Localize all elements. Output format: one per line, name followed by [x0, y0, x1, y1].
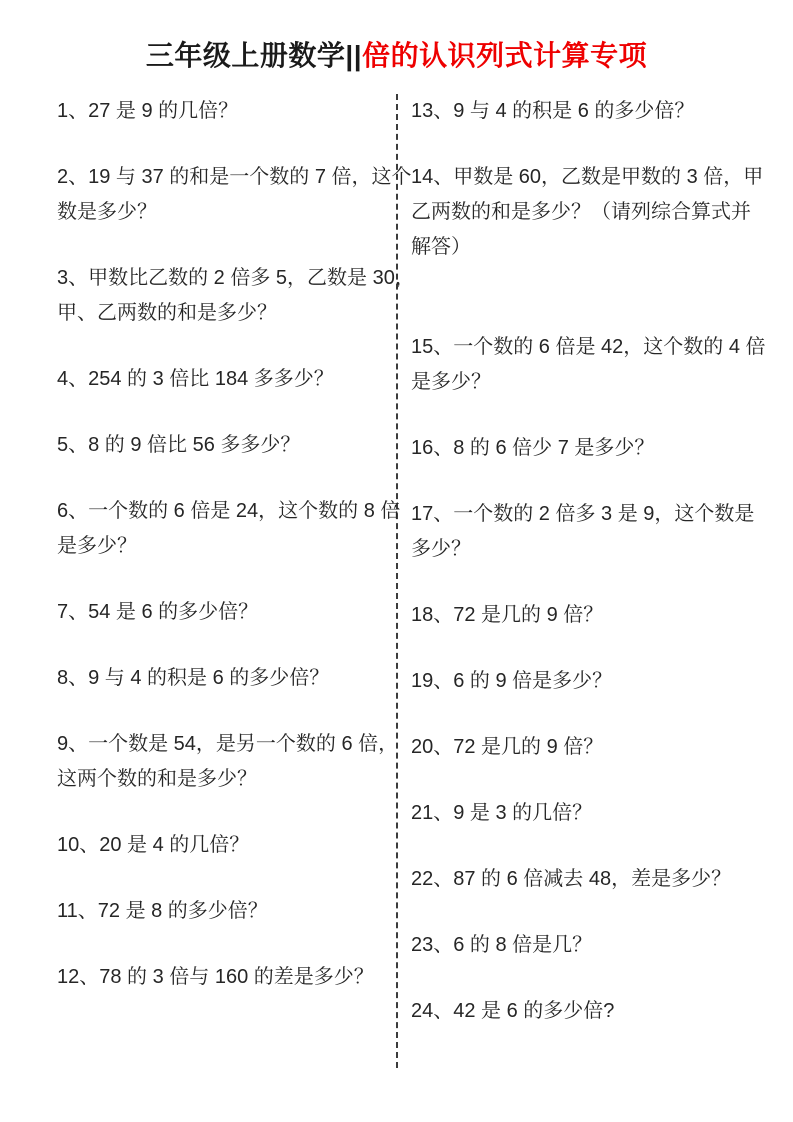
- question-line: 5、8 的 9 倍比 56 多多少？: [57, 434, 301, 456]
- question-line: 11、72 是 8 的多少倍？: [57, 900, 268, 922]
- question-line: 解答）: [411, 236, 471, 258]
- question-item: [411, 330, 781, 400]
- question-item: [411, 796, 781, 831]
- question-item: [411, 664, 781, 699]
- question-line: 19、6 的 9 倍是多少？: [411, 670, 613, 692]
- question-line: 多少？: [411, 538, 471, 560]
- question-line: 2、19 与 37 的和是一个数的 7 倍，这个: [57, 166, 412, 188]
- question-line: 甲、乙两数的和是多少？: [57, 302, 277, 324]
- question-line: 13、9 与 4 的积是 6 的多少倍？: [411, 100, 695, 122]
- question-item: [411, 730, 781, 765]
- page-title: [0, 34, 793, 74]
- question-line: 15、一个数的 6 倍是 42，这个数的 4 倍: [411, 336, 766, 358]
- page-title-black: 三年级上册数学||: [145, 40, 363, 71]
- question-line: 是多少？: [57, 535, 137, 557]
- question-item: [57, 894, 389, 929]
- question-line: 16、8 的 6 倍少 7 是多少？: [411, 437, 655, 459]
- question-item: [411, 994, 781, 1029]
- question-item: [411, 862, 781, 897]
- question-line: 10、20 是 4 的几倍？: [57, 834, 250, 856]
- question-item: [57, 828, 389, 863]
- question-line: 6、一个数的 6 倍是 24，这个数的 8 倍: [57, 500, 401, 522]
- question-item: [57, 428, 389, 463]
- question-line: 7、54 是 6 的多少倍？: [57, 601, 259, 623]
- question-line: 3、甲数比乙数的 2 倍多 5，乙数是 30，: [57, 267, 415, 289]
- question-line: 1、27 是 9 的几倍？: [57, 100, 239, 122]
- question-line: 20、72 是几的 9 倍？: [411, 736, 604, 758]
- question-line: 14、甲数是 60，乙数是甲数的 3 倍，甲: [411, 166, 764, 188]
- question-item: [57, 160, 412, 230]
- question-line: 4、254 的 3 倍比 184 多多少？: [57, 368, 334, 390]
- question-item: [57, 261, 415, 331]
- question-line: 21、9 是 3 的几倍？: [411, 802, 593, 824]
- question-item: [411, 160, 781, 265]
- question-item: [57, 595, 389, 630]
- questions-column-right: [411, 94, 781, 1060]
- column-divider: [396, 94, 398, 1068]
- question-item: [57, 661, 389, 696]
- question-item: [57, 727, 399, 797]
- question-line: 这两个数的和是多少？: [57, 768, 257, 790]
- question-item: [411, 598, 781, 633]
- question-item: [411, 497, 781, 567]
- question-item: [411, 928, 781, 963]
- question-line: 23、6 的 8 倍是几？: [411, 934, 593, 956]
- question-item: [411, 94, 781, 129]
- question-line: 12、78 的 3 倍与 160 的差是多少？: [57, 966, 374, 988]
- question-line: 24、42 是 6 的多少倍?: [411, 1000, 615, 1022]
- question-item: [57, 960, 389, 995]
- question-line: 18、72 是几的 9 倍？: [411, 604, 604, 626]
- question-line: 8、9 与 4 的积是 6 的多少倍？: [57, 667, 330, 689]
- page-title-red: 倍的认识列式计算专项: [362, 40, 648, 71]
- question-line: 17、一个数的 2 倍多 3 是 9，这个数是: [411, 503, 755, 525]
- question-item: [411, 431, 781, 466]
- question-line: 是多少？: [411, 371, 491, 393]
- question-item: [57, 362, 389, 397]
- question-line: 数是多少？: [57, 201, 157, 223]
- question-line: 乙两数的和是多少？（请列综合算式并: [411, 201, 751, 223]
- question-item: [57, 494, 401, 564]
- question-line: 22、87 的 6 倍减去 48，差是多少？: [411, 868, 732, 890]
- question-line: 9、一个数是 54，是另一个数的 6 倍，: [57, 733, 399, 755]
- question-item: [57, 94, 389, 129]
- questions-column-left: [57, 94, 415, 1026]
